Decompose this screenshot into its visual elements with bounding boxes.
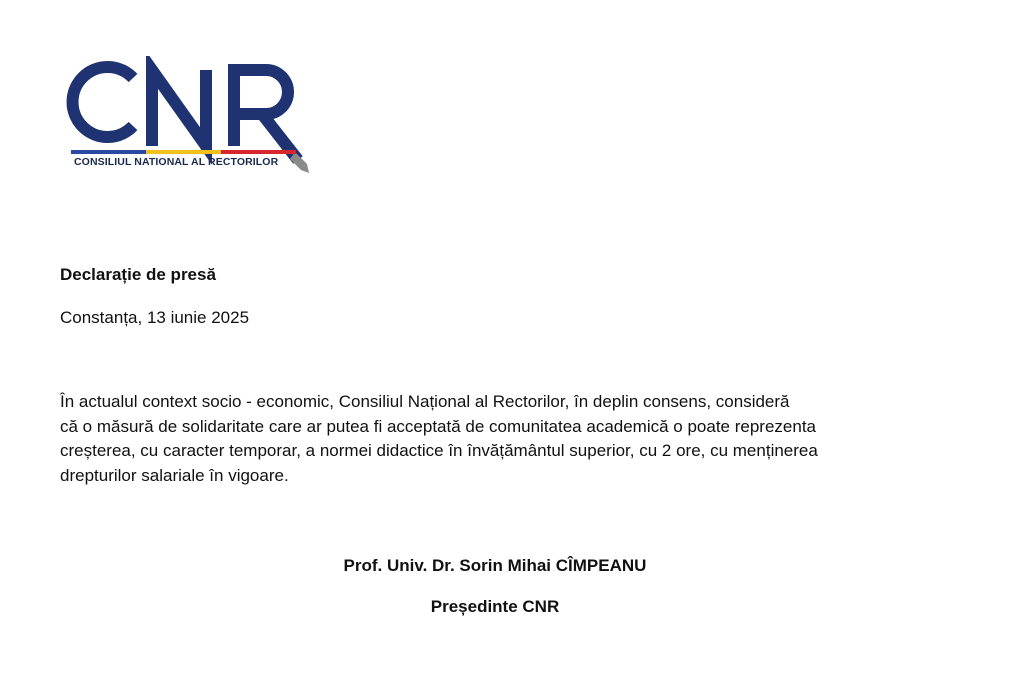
signatory-role: Președinte CNR <box>430 597 560 616</box>
statement-paragraph <box>60 390 940 488</box>
document-title: Declarație de presă <box>60 265 216 284</box>
paragraph-line: drepturilor salariale în vigoare. <box>60 465 289 485</box>
logo-caption: CONSILIUL NATIONAL AL RECTORILOR <box>74 156 279 168</box>
paragraph-line: creșterea, cu caracter temporar, a normei didactice în învățământul superior, cu 2 ore, cu menținerea <box>60 441 818 460</box>
signatory-name: Prof. Univ. Dr. Sorin Mihai CÎMPEANU <box>343 556 647 575</box>
paragraph-line: că o măsură de solidaritate care ar putea fi acceptată de comunitatea academică o poate reprezenta <box>60 416 817 436</box>
place-and-date: Constanța, 13 iunie 2025 <box>60 308 250 327</box>
cnr-logo <box>66 56 316 178</box>
paragraph-line: În actualul context socio - economic, Consiliul Național al Rectorilor, în deplin consens, consideră <box>60 392 790 411</box>
